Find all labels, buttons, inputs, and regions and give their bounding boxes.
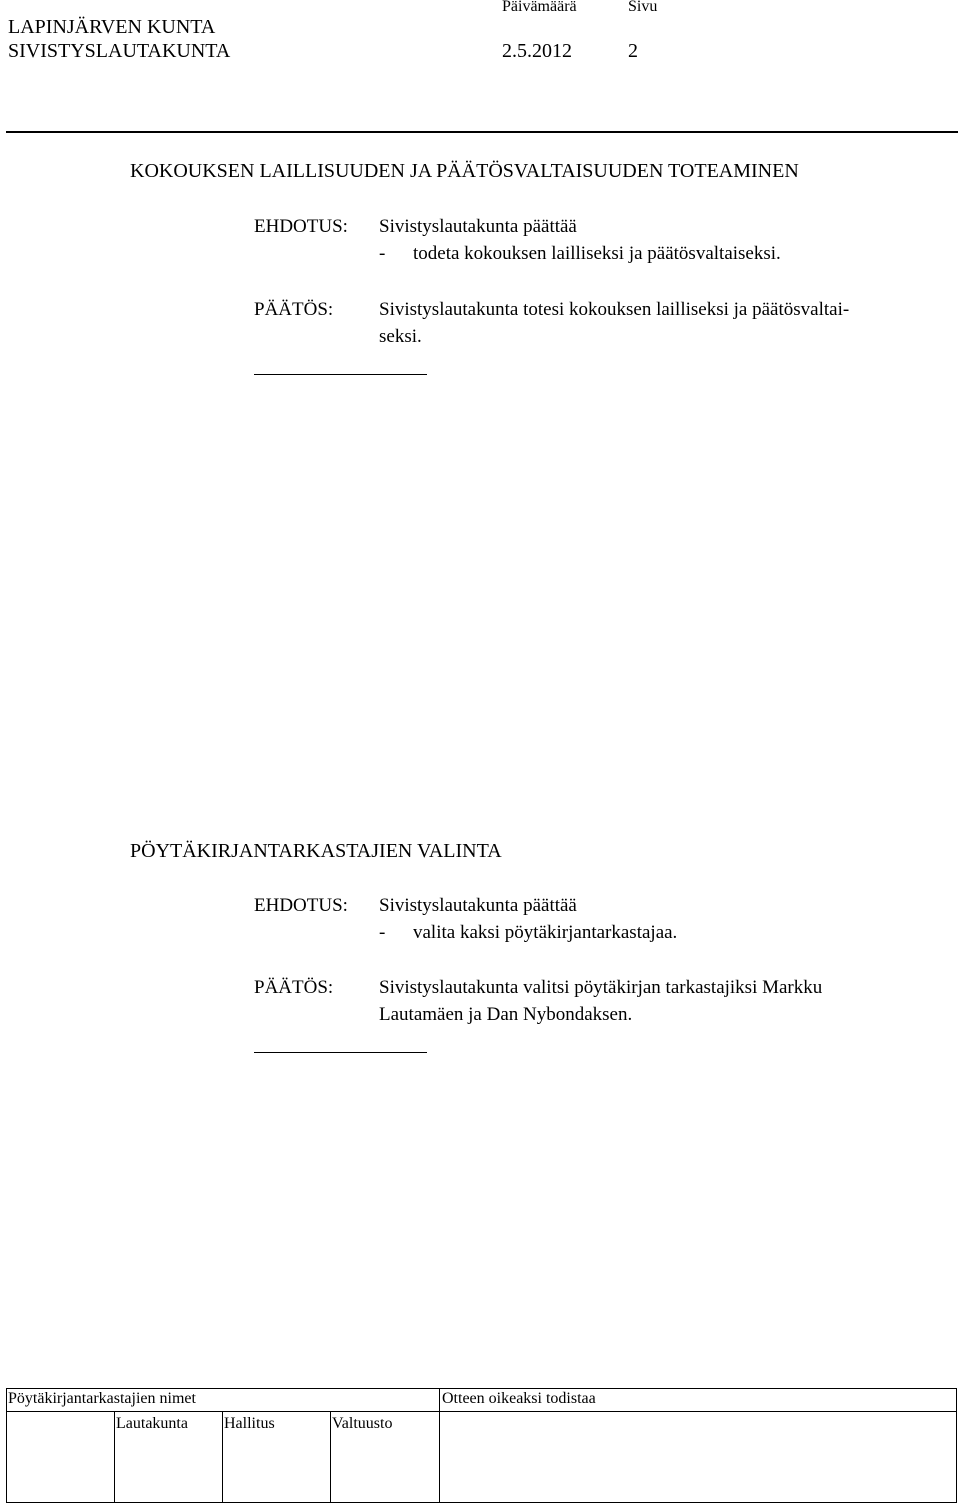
page-label: Sivu [628,0,658,15]
footer-table-header-divider [6,1411,957,1412]
date-label: Päivämäärä [502,0,577,15]
date-value: 2.5.2012 [502,40,572,62]
section-end-rule [254,1052,427,1053]
decision-text-line1: Sivistyslautakunta totesi kokouksen lailliseksi ja päätösvaltai- [379,299,850,320]
footer-col-divider-3 [330,1411,331,1503]
footer-table-left [6,1388,7,1503]
footer-col-divider-1 [114,1411,115,1503]
proposal-item: valita kaksi pöytäkirjantarkastajaa. [413,922,678,943]
section-title-legality: KOKOUKSEN LAILLISUUDEN JA PÄÄTÖSVALTAISUUDEN TOTEAMINEN [130,160,799,182]
proposal-text: Sivistyslautakunta päättää [379,216,577,237]
proposal-item: todeta kokouksen lailliseksi ja päätösvaltaiseksi. [413,243,781,264]
proposal-text: Sivistyslautakunta päättää [379,895,577,916]
footer-table-bottom [6,1502,957,1503]
certify-label: Otteen oikeaksi todistaa [442,1390,596,1407]
footer-col-divider-2 [222,1411,223,1503]
decision-text-line1: Sivistyslautakunta valitsi pöytäkirjan tarkastajiksi Markku [379,977,823,998]
decision-label: PÄÄTÖS: [254,299,334,320]
decision-label: PÄÄTÖS: [254,977,334,998]
section-end-rule [254,374,427,375]
footer-table-top [6,1388,957,1389]
section-title-reviewers: PÖYTÄKIRJANTARKASTAJIEN VALINTA [130,840,502,862]
decision-text-line2: Lautamäen ja Dan Nybondaksen. [379,1004,633,1025]
page-value: 2 [628,40,638,62]
proposal-dash: - [379,922,386,943]
signers-label: Pöytäkirjantarkastajien nimet [8,1390,196,1407]
org-name: LAPINJÄRVEN KUNTA [8,16,216,38]
footer-col-government: Hallitus [224,1415,275,1432]
header-divider [6,131,958,133]
dept-name: SIVISTYSLAUTAKUNTA [8,40,231,62]
proposal-label: EHDOTUS: [254,216,348,237]
proposal-label: EHDOTUS: [254,895,348,916]
footer-col-council: Valtuusto [332,1415,393,1432]
proposal-dash: - [379,243,386,264]
decision-text-line2: seksi. [379,326,422,347]
footer-col-board: Lautakunta [116,1415,188,1432]
footer-col-divider-4 [439,1388,440,1503]
footer-table-right [956,1388,957,1503]
